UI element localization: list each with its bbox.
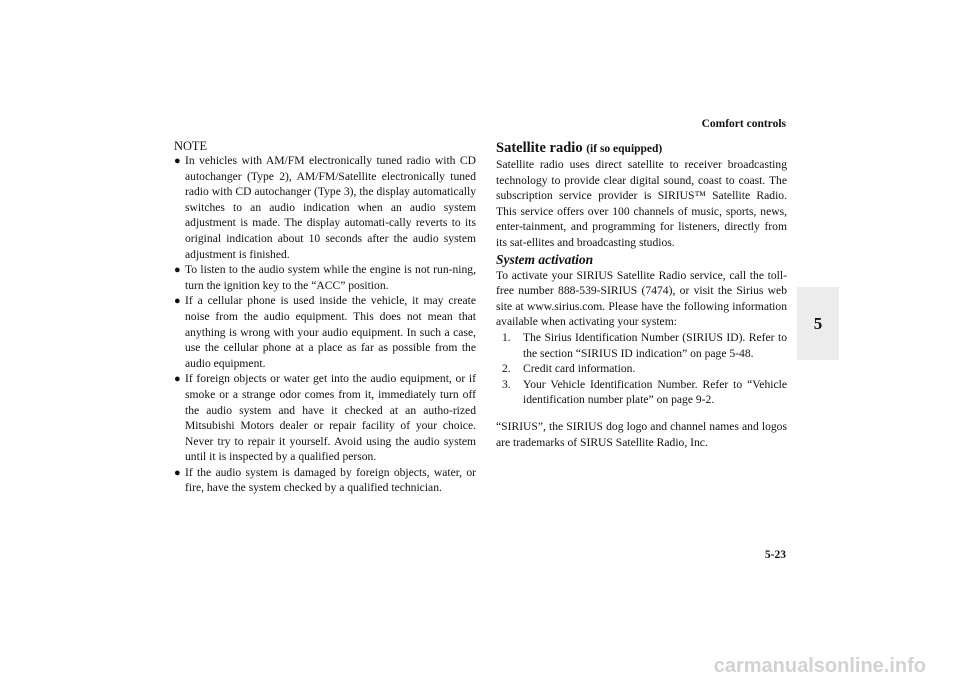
bullet-icon: ●: [174, 373, 181, 386]
note-item-text: To listen to the audio system while the engine is not run-ning, turn the ignition key to the “ACC” position.: [185, 263, 476, 292]
bullet-icon: ●: [174, 466, 181, 479]
page-number: 5-23: [764, 549, 786, 561]
note-item: [174, 465, 476, 496]
subsection-title: System activation: [496, 251, 594, 267]
activation-steps: [496, 330, 787, 408]
satellite-column: [496, 140, 787, 450]
note-item: [174, 262, 476, 293]
step-item: [499, 377, 787, 408]
step-text: Your Vehicle Identification Number. Refer to “Vehicle identification number plate” on page 9-2.: [523, 377, 787, 407]
bullet-icon: ●: [174, 264, 181, 277]
step-text: The Sirius Identification Number (SIRIUS ID). Refer to the section “SIRIUS ID indication” on page 5-48.: [523, 330, 787, 360]
section-title-text: Satellite radio: [496, 140, 583, 156]
bullet-icon: ●: [174, 295, 181, 308]
note-column: [174, 140, 476, 496]
watermark: carmanualsonline.info: [713, 655, 926, 677]
note-list: [174, 153, 476, 496]
note-label: NOTE: [174, 139, 208, 153]
step-item: [499, 361, 787, 377]
note-item: [174, 153, 476, 262]
step-text: Credit card information.: [523, 362, 636, 376]
note-item: [174, 371, 476, 465]
running-header: Comfort controls: [701, 118, 786, 130]
trademark-notice: “SIRIUS”, the SIRIUS dog logo and channel names and logos are trademarks of SIRUS Satellite Radio, Inc.: [496, 419, 787, 449]
bullet-icon: ●: [174, 155, 181, 167]
step-item: [499, 330, 787, 361]
note-item-text: In vehicles with AM/FM electronically tuned radio with CD autochanger (Type 2), AM/FM/Satellite electronically tuned radio with CD autochanger (Type 3), the display automatically switches to an audio indication when an audio system adjustment is made. The display automati-cally reverts to its original indication about 10 seconds after the audio system adjustment is finished.: [185, 154, 476, 261]
step-number: 2.: [502, 362, 511, 376]
section-qualifier: (if so equipped): [586, 143, 663, 155]
satellite-intro: Satellite radio uses direct satellite to receiver broadcasting technology to provide clear digital sound, coast to coast. The subscription service provider is SIRIUS™ Satellite Radio. This service offers over 100 channels of music, sports, news, enter-tainment, and programming for listeners, directly from its sat-ellites and broadcasting studios.: [496, 158, 787, 249]
chapter-tab: 5: [797, 287, 839, 360]
note-item-text: If foreign objects or water get into the audio equipment, or if smoke or a strange odor comes from it, immediately turn off the audio system and have it checked at an autho-rized Mitsubishi Motors dealer or repair facility of your choice. Never try to repair it yourself. Avoid using the audio system until it is inspected by a qualified person.: [185, 372, 476, 464]
note-item-text: If the audio system is damaged by foreign objects, water, or fire, have the system checked by a qualified technician.: [185, 465, 476, 495]
step-number: 3.: [502, 377, 511, 391]
section-title: [496, 140, 787, 157]
step-number: 1.: [502, 330, 511, 344]
activation-body: To activate your SIRIUS Satellite Radio service, call the toll-free number 888-539-SIRIUS (7474), or visit the Sirius web site at www.sirius.com. Please have the following information available when activating your system:: [496, 268, 787, 329]
note-item: [174, 293, 476, 371]
note-item-text: If a cellular phone is used inside the vehicle, it may create noise from the audio equipment. This does not mean that anything is wrong with your audio equipment. In such a case, use the cellular phone at a place as far as possible from the audio equipment.: [185, 294, 476, 370]
